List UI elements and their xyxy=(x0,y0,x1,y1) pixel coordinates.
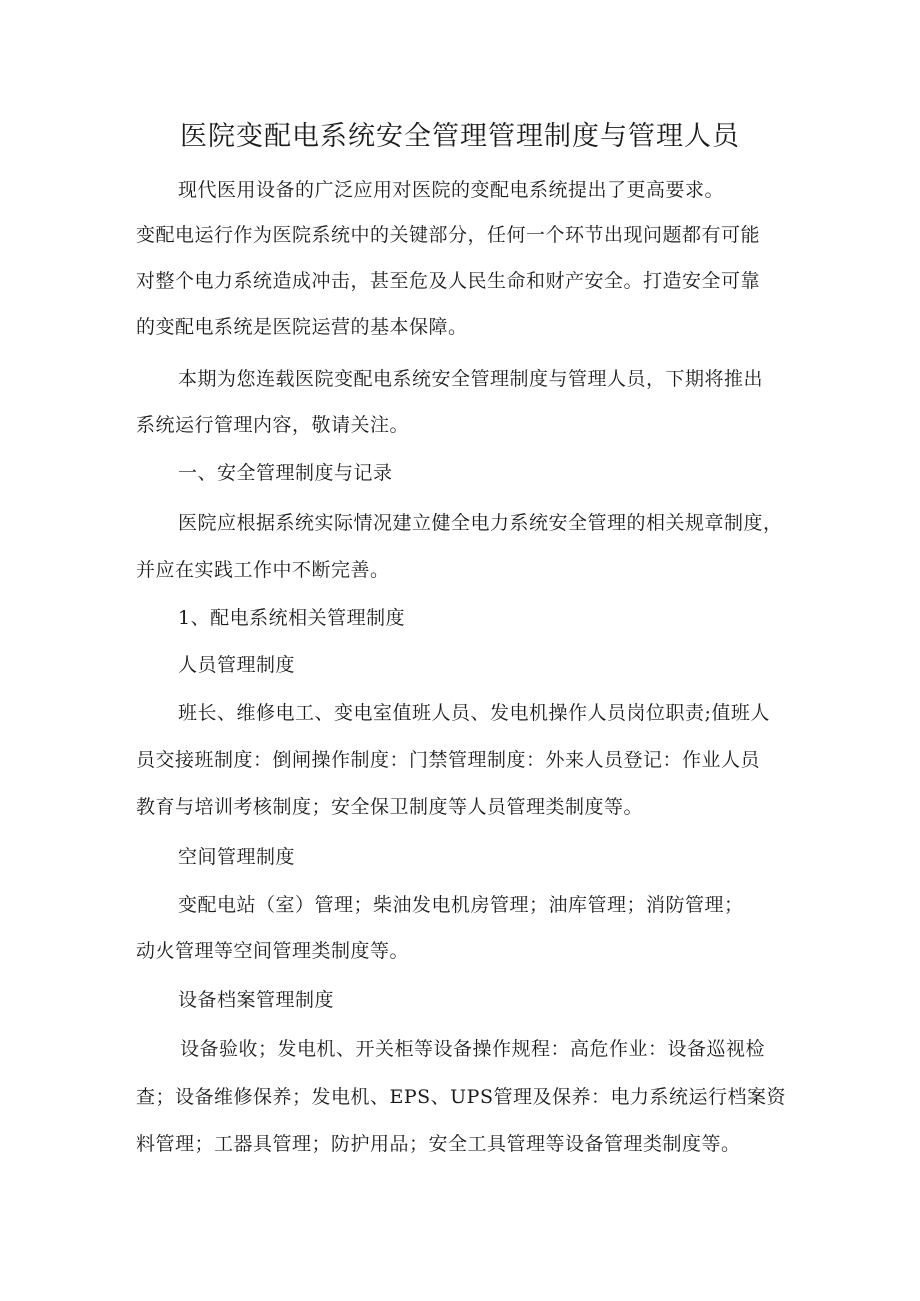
paragraph-intro-line-1: 现代医用设备的广泛应用对医院的变配电系统提出了更高要求。 xyxy=(178,179,725,201)
paragraph-space-line-1: 变配电站（室）管理；柴油发电机房管理；油库管理；消防管理； xyxy=(178,894,744,916)
item-heading-equipment: 设备档案管理制度 xyxy=(178,989,335,1011)
paragraph-space-line-2: 动火管理等空间管理类制度等。 xyxy=(136,940,410,962)
item-heading-personnel: 人员管理制度 xyxy=(178,654,296,676)
paragraph-intro-line-4: 的变配电系统是医院运营的基本保障。 xyxy=(136,316,468,338)
paragraph-equipment-line-1: 设备验收；发电机、开关柜等设备操作规程：高危作业：设备巡视检 xyxy=(180,1038,766,1060)
paragraph-equipment-line-2: 查；设备维修保养；发电机、EPS、UPS管理及保养：电力系统运行档案资 xyxy=(136,1086,786,1108)
paragraph-notice-line-2: 系统运行管理内容，敬请关注。 xyxy=(136,414,410,436)
paragraph-intro-line-2: 变配电运行作为医院系统中的关键部分，任何一个环节出现问题都有可能 xyxy=(136,224,761,246)
paragraph-equipment-line-3: 料管理；工器具管理；防护用品；安全工具管理等设备管理类制度等。 xyxy=(136,1133,741,1155)
item-heading-space: 空间管理制度 xyxy=(178,846,296,868)
section-heading-1: 一、安全管理制度与记录 xyxy=(178,462,393,484)
paragraph-personnel-line-2: 员交接班制度：倒闸操作制度：门禁管理制度：外来人员登记：作业人员 xyxy=(136,749,761,771)
subsection-heading-1: 1、配电系统相关管理制度 xyxy=(178,607,406,629)
paragraph-intro-line-3: 对整个电力系统造成冲击，甚至危及人民生命和财产安全。打造安全可靠 xyxy=(136,270,761,292)
paragraph-notice-line-1: 本期为您连载医院变配电系统安全管理制度与管理人员，下期将推出 xyxy=(178,368,764,390)
paragraph-rules-line-1: 医院应根据系统实际情况建立健全电力系统安全管理的相关规章制度， xyxy=(178,512,783,534)
document-title: 医院变配电系统安全管理管理制度与管理人员 xyxy=(180,121,740,152)
paragraph-personnel-line-1: 班长、维修电工、变电室值班人员、发电机操作人员岗位职责;值班人 xyxy=(178,702,770,724)
paragraph-rules-line-2: 并应在实践工作中不断完善。 xyxy=(136,559,390,581)
paragraph-personnel-line-3: 教育与培训考核制度；安全保卫制度等人员管理类制度等。 xyxy=(136,796,644,818)
